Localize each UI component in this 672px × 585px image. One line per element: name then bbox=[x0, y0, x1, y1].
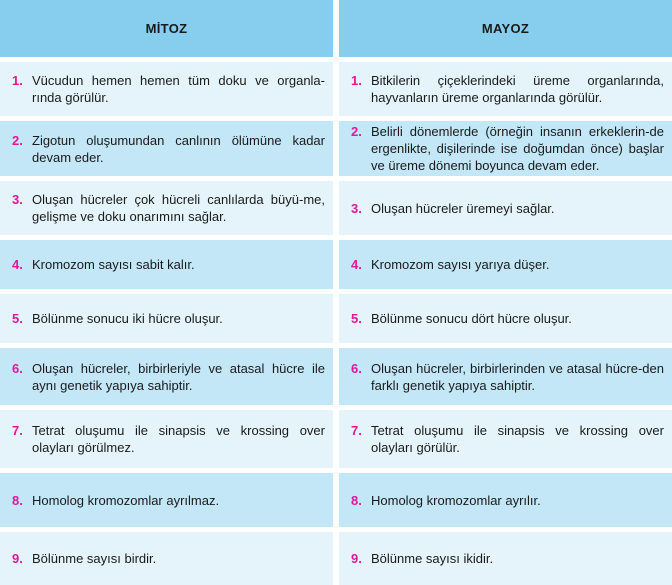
mayoz-text: Bitkilerin çiçeklerindeki üreme organlarında, hayvanların üreme organlarında görülür. bbox=[371, 73, 664, 105]
mitoz-cell-8 bbox=[0, 473, 333, 527]
mayoz-cell-2 bbox=[339, 121, 672, 176]
row-number: 6. bbox=[351, 360, 362, 376]
mitoz-text: Oluşan hücreler, birbirleriyle ve atasal hücre ile aynı genetik yapıya sahiptir. bbox=[32, 360, 325, 393]
row-number: 6. bbox=[12, 360, 23, 376]
mayoz-cell-3 bbox=[339, 181, 672, 235]
row-number: 1. bbox=[12, 73, 23, 88]
row-number: 3. bbox=[12, 192, 23, 207]
mayoz-cell-8 bbox=[339, 473, 672, 527]
mitoz-text: Oluşan hücreler çok hücreli canlılarda büyü-me, gelişme ve doku onarımını sağlar. bbox=[32, 192, 325, 224]
mitoz-text: Tetrat oluşumu ile sinapsis ve krossing over olayları görülmez. bbox=[32, 423, 325, 455]
mitoz-text: Vücudun hemen hemen tüm doku ve organla-rında görülür. bbox=[32, 73, 325, 105]
mayoz-text: Bölünme sonucu dört hücre oluşur. bbox=[371, 311, 572, 326]
mayoz-cell-1 bbox=[339, 62, 672, 116]
mayoz-cell-7 bbox=[339, 410, 672, 468]
row-number: 7. bbox=[12, 423, 23, 438]
row-number: 9. bbox=[351, 551, 362, 566]
mitoz-cell-4 bbox=[0, 240, 333, 289]
mitoz-text: Bölünme sayısı birdir. bbox=[32, 551, 157, 566]
mitoz-text: Homolog kromozomlar ayrılmaz. bbox=[32, 492, 220, 508]
mitoz-cell-7 bbox=[0, 410, 333, 468]
mitoz-cell-5 bbox=[0, 294, 333, 343]
row-number: 5. bbox=[351, 311, 362, 326]
row-number: 8. bbox=[351, 492, 362, 508]
mitoz-text: Bölünme sonucu iki hücre oluşur. bbox=[32, 311, 223, 326]
row-number: 4. bbox=[12, 257, 23, 272]
row-number: 2. bbox=[12, 132, 23, 148]
mitoz-cell-3 bbox=[0, 181, 333, 235]
row-number: 7. bbox=[351, 423, 362, 438]
mayoz-text: Kromozom sayısı yarıya düşer. bbox=[371, 257, 550, 272]
mitoz-cell-9 bbox=[0, 532, 333, 585]
row-number: 9. bbox=[12, 551, 23, 566]
mitoz-text: Kromozom sayısı sabit kalır. bbox=[32, 257, 195, 272]
mayoz-cell-6 bbox=[339, 348, 672, 405]
mitoz-cell-2 bbox=[0, 121, 333, 176]
row-number: 5. bbox=[12, 311, 23, 326]
mayoz-text: Oluşan hücreler üremeyi sağlar. bbox=[371, 200, 555, 216]
row-number: 2. bbox=[351, 124, 362, 139]
mitoz-text: Zigotun oluşumundan canlının ölümüne kadar devam eder. bbox=[32, 132, 325, 165]
mayoz-text: Belirli dönemlerde (örneğin insanın erkeklerin-de ergenlikte, dişilerinde ise doğumdan önce) başlar ve üreme dönemi boyunca devam eder. bbox=[371, 124, 664, 173]
mayoz-cell-9 bbox=[339, 532, 672, 585]
mayoz-text: Homolog kromozomlar ayrılır. bbox=[371, 492, 541, 508]
mayoz-cell-4 bbox=[339, 240, 672, 289]
row-number: 8. bbox=[12, 492, 23, 508]
mitoz-cell-6 bbox=[0, 348, 333, 405]
row-number: 1. bbox=[351, 73, 362, 88]
row-number: 4. bbox=[351, 257, 362, 272]
mayoz-text: Bölünme sayısı ikidir. bbox=[371, 551, 494, 566]
mayoz-cell-5 bbox=[339, 294, 672, 343]
mitoz-cell-1 bbox=[0, 62, 333, 116]
header-mayoz: MAYOZ bbox=[339, 0, 672, 57]
mayoz-text: Tetrat oluşumu ile sinapsis ve krossing over olayları görülür. bbox=[371, 423, 664, 455]
mayoz-text: Oluşan hücreler, birbirlerinden ve atasal hücre-den farklı genetik yapıya sahiptir. bbox=[371, 360, 664, 393]
header-mitoz: MİTOZ bbox=[0, 0, 333, 57]
row-number: 3. bbox=[351, 200, 362, 216]
